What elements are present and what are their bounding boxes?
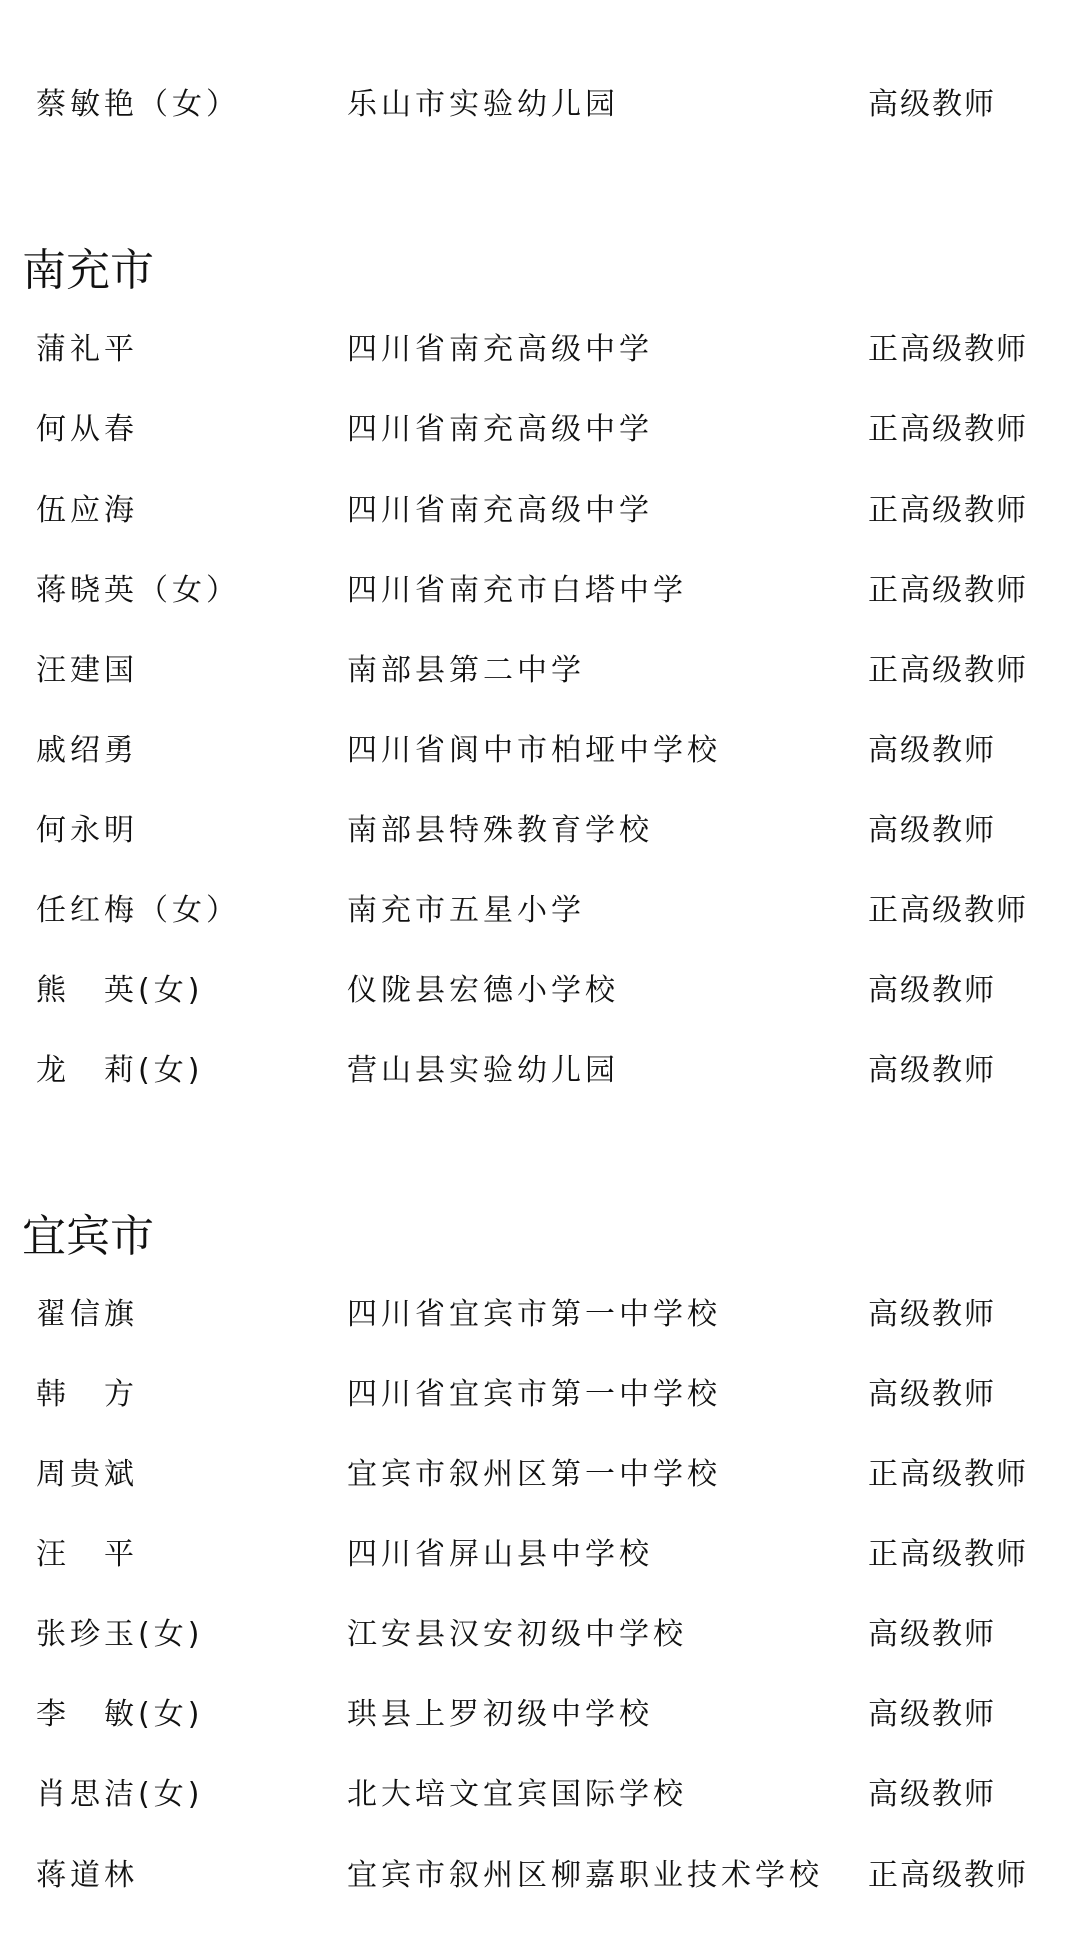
teacher-title: 高级教师 (868, 87, 996, 122)
list-row (0, 561, 1080, 621)
teacher-title: 高级教师 (868, 1617, 996, 1652)
school-name: 四川省南充市白塔中学 (347, 573, 687, 608)
list-row (0, 801, 1080, 861)
school-name: 江安县汉安初级中学校 (347, 1617, 687, 1652)
list-row (0, 481, 1080, 541)
teacher-title: 高级教师 (868, 1377, 996, 1412)
teacher-title: 正高级教师 (868, 493, 1028, 528)
school-name: 营山县实验幼儿园 (347, 1053, 619, 1088)
list-row (0, 881, 1080, 941)
teacher-name: 汪建国 (36, 653, 138, 688)
list-row (0, 1041, 1080, 1101)
school-name: 仪陇县宏德小学校 (347, 973, 619, 1008)
list-row (0, 1605, 1080, 1665)
list-row (0, 1445, 1080, 1505)
list-row (0, 400, 1080, 460)
teacher-title: 正高级教师 (868, 893, 1028, 928)
school-name: 乐山市实验幼儿园 (347, 87, 619, 122)
teacher-name: 周贵斌 (36, 1457, 138, 1492)
teacher-title: 高级教师 (868, 813, 996, 848)
teacher-name: 蒲礼平 (36, 332, 138, 367)
teacher-name: 翟信旗 (36, 1297, 138, 1332)
teacher-title: 正高级教师 (868, 1457, 1028, 1492)
teacher-name: 蒋道林 (36, 1858, 138, 1893)
teacher-title: 正高级教师 (868, 332, 1028, 367)
teacher-name: 李 敏(女) (36, 1697, 204, 1732)
list-row (0, 320, 1080, 380)
list-row (0, 1525, 1080, 1585)
teacher-name: 任红梅（女） (36, 893, 240, 928)
teacher-title: 高级教师 (868, 1053, 996, 1088)
teacher-title: 高级教师 (868, 733, 996, 768)
school-name: 北大培文宜宾国际学校 (347, 1777, 687, 1812)
school-name: 四川省南充高级中学 (347, 332, 653, 367)
teacher-name: 肖思洁(女) (36, 1777, 204, 1812)
teacher-name: 蒋晓英（女） (36, 573, 240, 608)
teacher-title: 正高级教师 (868, 573, 1028, 608)
teacher-name: 何永明 (36, 813, 138, 848)
teacher-name: 熊 英(女) (36, 973, 204, 1008)
teacher-name: 韩 方 (36, 1377, 138, 1412)
teacher-title: 高级教师 (868, 1697, 996, 1732)
teacher-title: 高级教师 (868, 973, 996, 1008)
school-name: 宜宾市叙州区柳嘉职业技术学校 (347, 1858, 823, 1893)
teacher-title: 正高级教师 (868, 1537, 1028, 1572)
list-row (0, 75, 1080, 135)
school-name: 四川省宜宾市第一中学校 (347, 1377, 721, 1412)
teacher-name: 张珍玉(女) (36, 1617, 204, 1652)
school-name: 四川省南充高级中学 (347, 493, 653, 528)
school-name: 四川省宜宾市第一中学校 (347, 1297, 721, 1332)
teacher-title: 高级教师 (868, 1297, 996, 1332)
school-name: 四川省屏山县中学校 (347, 1537, 653, 1572)
teacher-title: 正高级教师 (868, 1858, 1028, 1893)
list-row (0, 721, 1080, 781)
list-row (0, 1685, 1080, 1745)
school-name: 四川省南充高级中学 (347, 412, 653, 447)
school-name: 四川省阆中市柏垭中学校 (347, 733, 721, 768)
teacher-name: 伍应海 (36, 493, 138, 528)
teacher-name: 汪 平 (36, 1537, 138, 1572)
teacher-title: 高级教师 (868, 1777, 996, 1812)
teacher-name: 龙 莉(女) (36, 1053, 204, 1088)
teacher-name: 何从春 (36, 412, 138, 447)
teacher-name: 蔡敏艳（女） (36, 87, 240, 122)
school-name: 宜宾市叙州区第一中学校 (347, 1457, 721, 1492)
school-name: 南充市五星小学 (347, 893, 585, 928)
teacher-name: 戚绍勇 (36, 733, 138, 768)
list-row (0, 641, 1080, 701)
teacher-title: 正高级教师 (868, 653, 1028, 688)
school-name: 南部县特殊教育学校 (347, 813, 653, 848)
list-row (0, 1285, 1080, 1345)
school-name: 南部县第二中学 (347, 653, 585, 688)
list-row (0, 961, 1080, 1021)
school-name: 珙县上罗初级中学校 (347, 1697, 653, 1732)
list-row (0, 1365, 1080, 1425)
teacher-title: 正高级教师 (868, 412, 1028, 447)
list-row (0, 1846, 1080, 1906)
section-heading-nanchong: 南充市 (22, 245, 154, 296)
list-row (0, 1765, 1080, 1825)
section-heading-yibin: 宜宾市 (22, 1211, 154, 1262)
